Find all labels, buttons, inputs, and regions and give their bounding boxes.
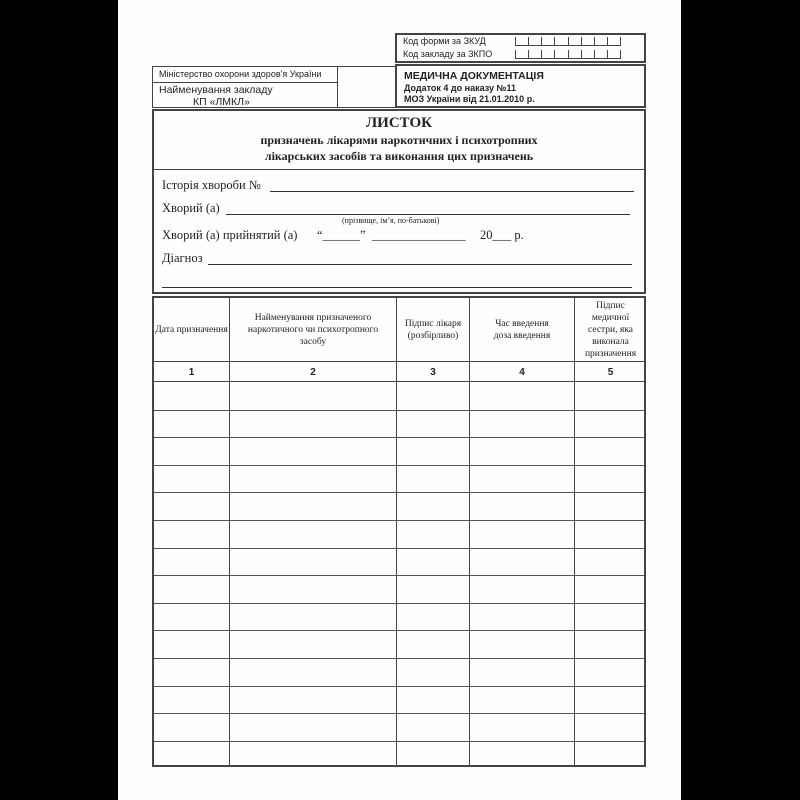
table-cell[interactable] <box>230 520 396 548</box>
table-cell[interactable] <box>470 492 574 520</box>
table-cell[interactable] <box>230 437 396 465</box>
form-title <box>154 111 644 170</box>
table-cell[interactable] <box>575 465 646 493</box>
title-line-2: лікарських засобів та виконання цих призначень <box>264 149 534 163</box>
zkud-code-row <box>403 35 507 48</box>
admitted-label: Хворий (а) прийнятий (а) <box>162 228 298 242</box>
title-line-1: призначень лікарями наркотичних і психотропних <box>260 133 538 147</box>
header-blank-cell <box>337 66 396 108</box>
title-main: ЛИСТОК <box>365 115 433 131</box>
table-cell[interactable] <box>397 686 469 714</box>
table-cell[interactable] <box>154 437 229 465</box>
table-cell[interactable] <box>470 658 574 686</box>
table-cell[interactable] <box>575 575 646 603</box>
col-header-doctor-signature: Підпис лікаря (розбірливо) <box>404 319 462 341</box>
history-input[interactable] <box>270 191 634 192</box>
table-cell[interactable] <box>470 382 574 410</box>
admitted-month-input[interactable]: _______________ <box>372 228 466 242</box>
diagnosis-label: Діагноз <box>162 251 203 265</box>
table-cell[interactable] <box>575 713 646 741</box>
table-cell[interactable] <box>397 410 469 438</box>
table-cell[interactable] <box>397 382 469 410</box>
table-cell[interactable] <box>575 658 646 686</box>
table-cell[interactable] <box>154 520 229 548</box>
col-number-4: 4 <box>519 366 525 378</box>
table-cell[interactable] <box>397 520 469 548</box>
table-cell[interactable] <box>470 548 574 576</box>
table-cell[interactable] <box>397 603 469 631</box>
col-header-time-dose: Час введення доза введення <box>493 319 551 341</box>
table-cell[interactable] <box>230 575 396 603</box>
table-cell[interactable] <box>397 713 469 741</box>
table-cell[interactable] <box>154 492 229 520</box>
doc-type: МЕДИЧНА ДОКУМЕНТАЦІЯ <box>404 70 544 82</box>
admitted-year-input[interactable]: 20___ р. <box>480 228 524 242</box>
codes-box <box>395 33 646 63</box>
patient-input[interactable] <box>226 214 630 215</box>
table-cell[interactable] <box>397 548 469 576</box>
table-cell[interactable] <box>470 686 574 714</box>
table-cell[interactable] <box>230 630 396 658</box>
table-cell[interactable] <box>230 686 396 714</box>
table-cell[interactable] <box>470 713 574 741</box>
table-cell[interactable] <box>230 410 396 438</box>
table-cell[interactable] <box>575 686 646 714</box>
table-cell[interactable] <box>470 410 574 438</box>
table-cell[interactable] <box>575 548 646 576</box>
col-header-date: Дата призначення <box>155 325 228 335</box>
col-number-5: 5 <box>607 366 614 378</box>
table-cell[interactable] <box>154 741 229 769</box>
zkpo-code-label: Код закладу за ЗКПО <box>403 49 493 59</box>
table-cell[interactable] <box>397 741 469 769</box>
patient-label: Хворий (а) <box>162 201 220 215</box>
table-cell[interactable] <box>230 741 396 769</box>
zkpo-code-row <box>403 48 507 61</box>
table-cell[interactable] <box>154 686 229 714</box>
table-cell[interactable] <box>575 382 646 410</box>
zkpo-code-input[interactable] <box>515 50 621 59</box>
table-cell[interactable] <box>397 575 469 603</box>
table-cell[interactable] <box>154 658 229 686</box>
table-cell[interactable] <box>397 658 469 686</box>
prescriptions-table <box>152 296 646 767</box>
table-cell[interactable] <box>397 465 469 493</box>
table-cell[interactable] <box>470 465 574 493</box>
table-cell[interactable] <box>154 465 229 493</box>
table-cell[interactable] <box>575 741 646 769</box>
institution-name: КП «ЛМКЛ» <box>193 96 250 108</box>
table-cell[interactable] <box>230 713 396 741</box>
institution-box <box>152 66 338 108</box>
table-cell[interactable] <box>470 603 574 631</box>
table-cell[interactable] <box>575 437 646 465</box>
table-cell[interactable] <box>575 630 646 658</box>
table-cell[interactable] <box>470 520 574 548</box>
diagnosis-input[interactable] <box>208 264 632 265</box>
table-cell[interactable] <box>397 630 469 658</box>
col-number-2: 2 <box>310 366 316 378</box>
table-cell[interactable] <box>230 658 396 686</box>
table-cell[interactable] <box>154 713 229 741</box>
table-cell[interactable] <box>230 492 396 520</box>
table-cell[interactable] <box>154 603 229 631</box>
medical-doc-box <box>395 64 646 108</box>
table-cell[interactable] <box>154 575 229 603</box>
table-cell[interactable] <box>575 603 646 631</box>
form-main-box <box>152 109 646 294</box>
col-header-nurse-signature: Підпис медичної сестри, яка виконала призначення <box>584 301 637 359</box>
table-cell[interactable] <box>470 741 574 769</box>
table-cell[interactable] <box>230 548 396 576</box>
table-cell[interactable] <box>575 492 646 520</box>
table-cell[interactable] <box>470 575 574 603</box>
table-cell[interactable] <box>154 630 229 658</box>
table-cell[interactable] <box>470 630 574 658</box>
table-cell[interactable] <box>230 382 396 410</box>
diagnosis-input-line-2[interactable] <box>162 287 632 288</box>
patient-hint: (прізвище, ім’я, по-батькові) <box>342 216 440 225</box>
col-number-1: 1 <box>188 366 195 378</box>
admitted-day-input[interactable]: “______” <box>317 228 366 242</box>
table-cell[interactable] <box>154 410 229 438</box>
order-ref: МОЗ України від 21.01.2010 р. <box>404 94 535 104</box>
table-cell[interactable] <box>230 603 396 631</box>
ministry-label: Міністерство охорони здоров'я України <box>153 67 337 83</box>
table-cell[interactable] <box>154 548 229 576</box>
col-number-3: 3 <box>430 366 436 378</box>
zkud-code-input[interactable] <box>515 37 621 46</box>
appendix-ref: Додаток 4 до наказу №11 <box>404 83 516 93</box>
zkud-code-label: Код форми за ЗКУД <box>403 36 486 46</box>
history-label: Історія хвороби № <box>162 178 261 192</box>
table-cell[interactable] <box>397 437 469 465</box>
institution-label: Найменування закладу <box>159 84 273 96</box>
table-cell[interactable] <box>397 492 469 520</box>
table-cell[interactable] <box>575 410 646 438</box>
table-cell[interactable] <box>230 465 396 493</box>
table-cell[interactable] <box>575 520 646 548</box>
col-header-drug: Найменування призначеного наркотичного чи психотропного засобу <box>247 313 379 347</box>
table-cell[interactable] <box>470 437 574 465</box>
table-cell[interactable] <box>154 382 229 410</box>
